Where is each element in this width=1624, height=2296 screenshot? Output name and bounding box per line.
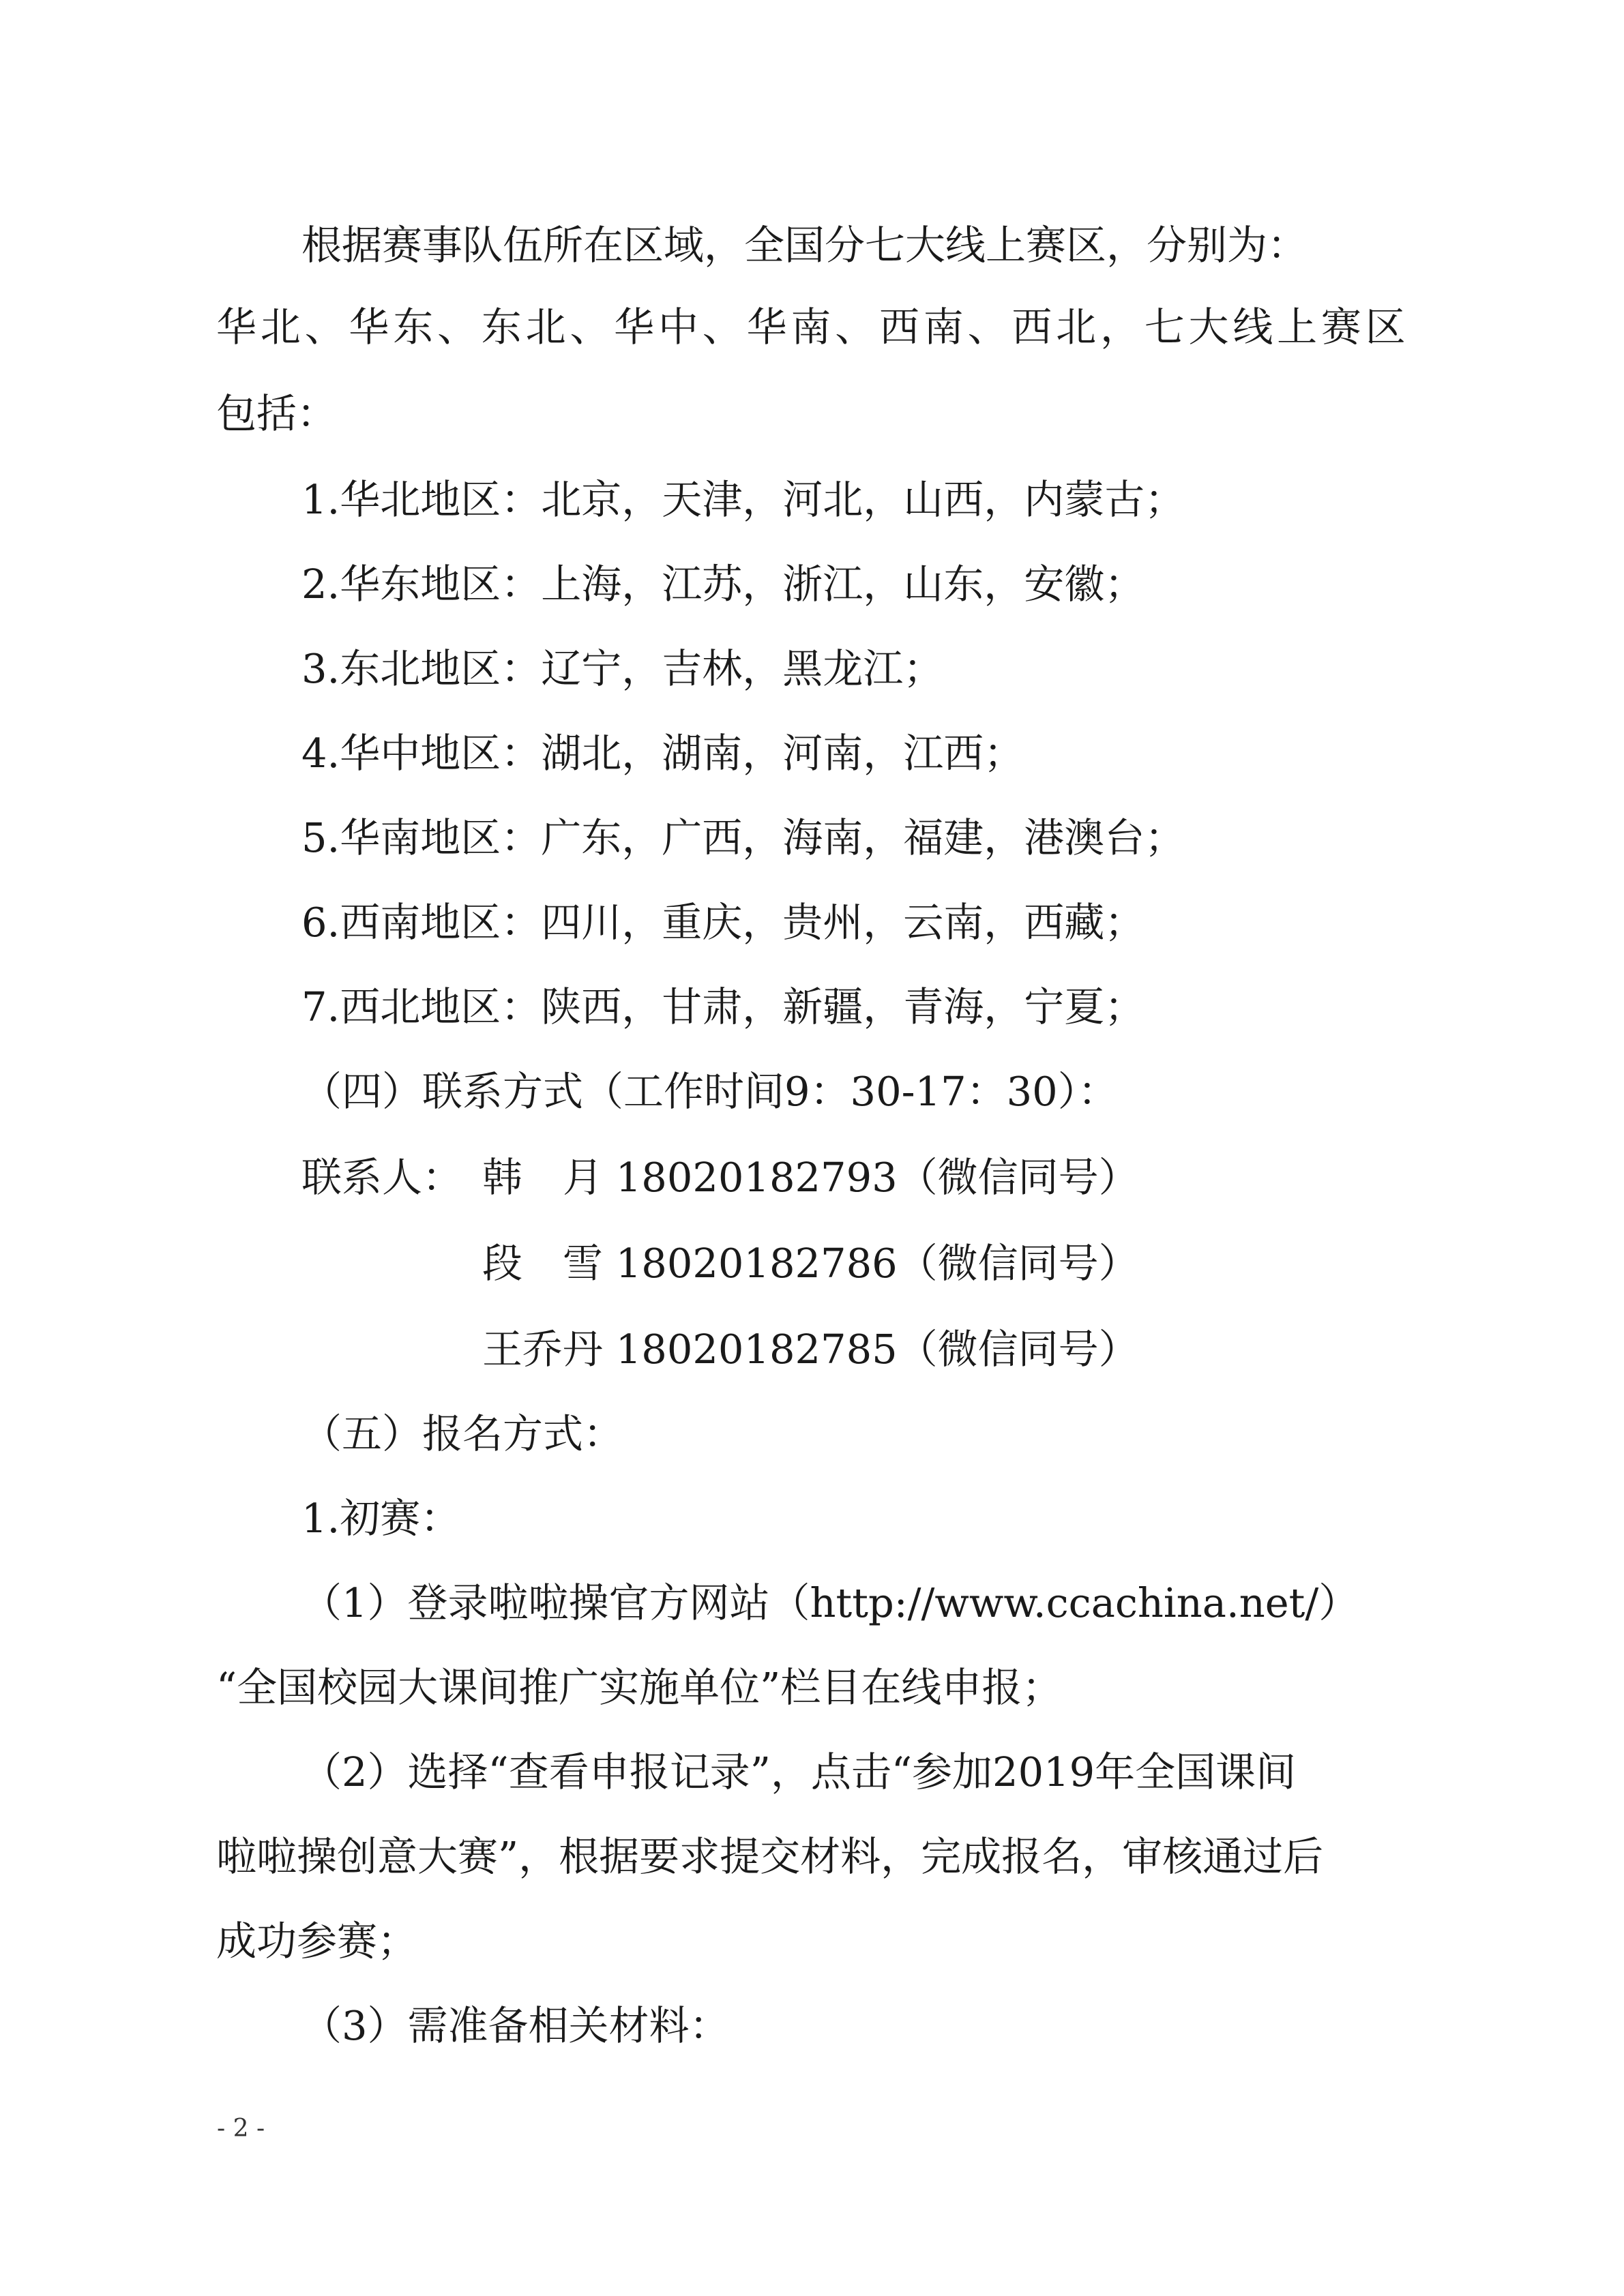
region-item-1: 1.华北地区：北京，天津，河北，山西，内蒙古； bbox=[301, 476, 1185, 523]
intro-char: 北 bbox=[260, 303, 301, 351]
intro-char: 北 bbox=[1056, 303, 1097, 351]
registration-step-1b: “全国校园大课间推广实施单位”栏目在线申报； bbox=[216, 1664, 1063, 1711]
intro-char: 、 bbox=[437, 303, 477, 351]
intro-char: 七 bbox=[1144, 303, 1185, 351]
intro-char: 西 bbox=[879, 303, 919, 351]
registration-heading: （五）报名方式： bbox=[301, 1410, 624, 1457]
intro-line-2 bbox=[216, 300, 1406, 355]
region-item-6: 6.西南地区：四川，重庆，贵州，云南，西藏； bbox=[301, 899, 1145, 946]
intro-char: 、 bbox=[967, 303, 1008, 351]
region-item-2: 2.华东地区：上海，江苏，浙江，山东，安徽； bbox=[301, 561, 1145, 608]
registration-sub: 1.初赛： bbox=[301, 1495, 461, 1542]
intro-char: 南 bbox=[791, 303, 831, 351]
contact-person-1: 韩 月 18020182793（微信同号） bbox=[482, 1154, 1139, 1201]
intro-char: 、 bbox=[304, 303, 345, 351]
contact-label: 联系人： bbox=[301, 1154, 463, 1201]
intro-char: 区 bbox=[1365, 303, 1406, 351]
region-item-3: 3.东北地区：辽宁，吉林，黑龙江； bbox=[301, 645, 944, 692]
contact-person-3: 王乔丹 18020182785（微信同号） bbox=[482, 1326, 1139, 1373]
intro-char: 赛 bbox=[1320, 303, 1361, 351]
page-number: - 2 - bbox=[217, 2115, 265, 2143]
region-item-5: 5.华南地区：广东，广西，海南，福建，港澳台； bbox=[301, 814, 1185, 861]
intro-char: 华 bbox=[349, 303, 389, 351]
region-item-4: 4.华中地区：湖北，湖南，河南，江西； bbox=[301, 730, 1024, 777]
intro-line-3: 包括： bbox=[216, 390, 338, 437]
intro-char: 华 bbox=[216, 303, 257, 351]
region-item-7: 7.西北地区：陕西，甘肃，新疆，青海，宁夏； bbox=[301, 983, 1145, 1030]
registration-step-2a: （2）选择“查看申报记录”，点击“参加2019年全国课间 bbox=[301, 1748, 1297, 1795]
intro-line-1: 根据赛事队伍所在区域，全国分七大线上赛区，分别为： bbox=[301, 222, 1308, 269]
intro-char: 华 bbox=[746, 303, 787, 351]
intro-char: 西 bbox=[1012, 303, 1052, 351]
intro-char: 大 bbox=[1188, 303, 1229, 351]
registration-step-1a: （1）登录啦啦操官方网站（http://www.ccachina.net/） bbox=[301, 1579, 1359, 1626]
registration-step-3: （3）需准备相关材料： bbox=[301, 2002, 730, 2049]
intro-char: 、 bbox=[835, 303, 876, 351]
intro-char: 、 bbox=[570, 303, 610, 351]
intro-char: 东 bbox=[393, 303, 434, 351]
intro-char: 、 bbox=[702, 303, 743, 351]
intro-char: 中 bbox=[658, 303, 698, 351]
contact-person-2: 段 雪 18020182786（微信同号） bbox=[482, 1240, 1139, 1287]
intro-char: 南 bbox=[923, 303, 964, 351]
registration-step-2b: 啦啦操创意大赛”，根据要求提交材料，完成报名，审核通过后 bbox=[216, 1833, 1324, 1880]
intro-char: 东 bbox=[481, 303, 522, 351]
intro-char: 线 bbox=[1232, 303, 1273, 351]
contact-heading: （四）联系方式（工作时间9：30-17：30）： bbox=[301, 1068, 1119, 1115]
intro-char: ， bbox=[1099, 303, 1140, 351]
intro-char: 上 bbox=[1277, 303, 1318, 351]
registration-step-2c: 成功参赛； bbox=[216, 1918, 418, 1965]
intro-char: 北 bbox=[525, 303, 566, 351]
intro-char: 华 bbox=[614, 303, 655, 351]
